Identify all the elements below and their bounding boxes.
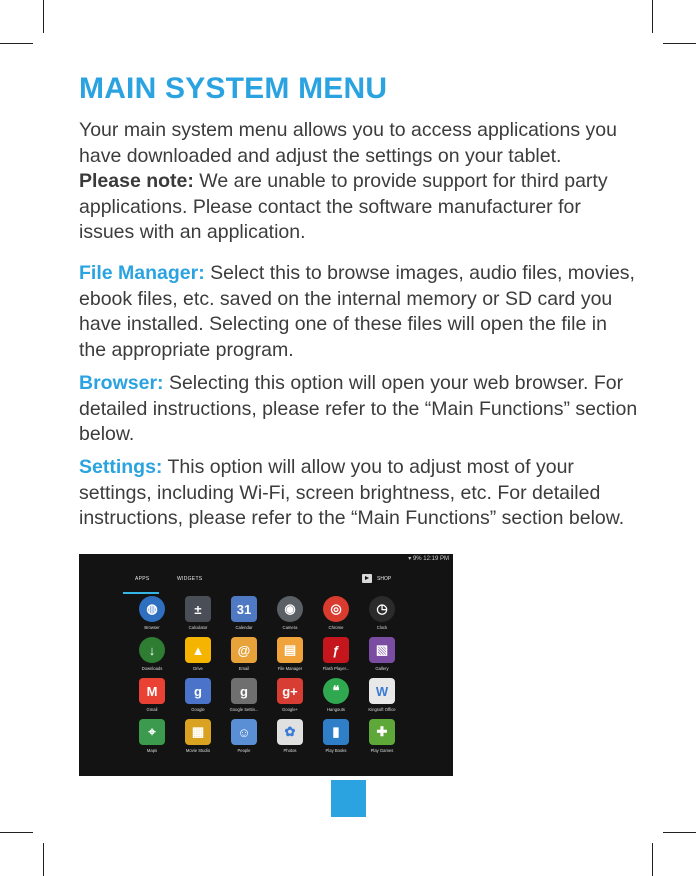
- chrome-icon: ◎: [323, 596, 349, 622]
- calendar-icon: 31: [231, 596, 257, 622]
- google-plus-icon: g+: [277, 678, 303, 704]
- app-label: Google+: [282, 707, 298, 712]
- app-maps[interactable]: [129, 719, 175, 753]
- app-play-books[interactable]: [313, 719, 359, 753]
- app-label: Kingsoft Office: [368, 707, 396, 712]
- gallery-icon: ▧: [369, 637, 395, 663]
- calculator-icon: ±: [185, 596, 211, 622]
- app-kingsoft-office[interactable]: [359, 678, 405, 712]
- app-label: Downloads: [141, 666, 163, 671]
- app-label: Flash Player...: [322, 666, 350, 671]
- app-browser[interactable]: [129, 596, 175, 630]
- maps-icon: ⌖: [139, 719, 165, 745]
- crop-mark: [663, 43, 696, 44]
- app-gallery[interactable]: [359, 637, 405, 671]
- app-label: Drive: [193, 666, 203, 671]
- app-google-settin[interactable]: [221, 678, 267, 712]
- app-label: Chrome: [328, 625, 344, 630]
- app-chrome[interactable]: [313, 596, 359, 630]
- photos-icon: ✿: [277, 719, 303, 745]
- app-calculator[interactable]: [175, 596, 221, 630]
- drive-icon: ▲: [185, 637, 211, 663]
- tab-indicator: [123, 592, 159, 594]
- app-label: Play Books: [325, 748, 347, 753]
- crop-mark: [652, 0, 653, 33]
- note-text: We are unable to provide support for third party applications. Please contact the software manufacturer for issues with an application.: [79, 170, 608, 243]
- app-label: Movie Studio: [185, 748, 211, 753]
- app-label: Gallery: [375, 666, 389, 671]
- flash-icon: ƒ: [323, 637, 349, 663]
- google-icon: g: [185, 678, 211, 704]
- app-label: Gmail: [146, 707, 158, 712]
- status-text: 9% 12:19 PM: [412, 556, 449, 562]
- file-manager-paragraph: [79, 261, 639, 363]
- app-label: Google Settin...: [229, 707, 259, 712]
- crop-mark: [43, 843, 44, 876]
- app-movie-studio[interactable]: [175, 719, 221, 753]
- browser-text: Selecting this option will open your web browser. For detailed instructions, please refer to the “Main Functions” section below.: [79, 372, 638, 445]
- app-google[interactable]: [267, 678, 313, 712]
- page-tab-marker: [331, 780, 366, 817]
- app-label: Calculator: [188, 625, 208, 630]
- intro-text: Your main system menu allows you to access applications you have downloaded and adjust the settings on your tablet.: [79, 119, 617, 167]
- app-hangouts[interactable]: [313, 678, 359, 712]
- tab-widgets[interactable]: WIDGETS: [177, 576, 203, 582]
- shop-label: SHOP: [377, 575, 392, 582]
- app-people[interactable]: [221, 719, 267, 753]
- play-store-icon: [362, 574, 372, 583]
- settings-text: This option will allow you to adjust most of your settings, including Wi-Fi, screen brightness, etc. For detailed instructions, please refer to the “Main Functions” section below.: [79, 456, 625, 529]
- wifi-icon: ▾: [408, 556, 412, 562]
- people-icon: ☺: [231, 719, 257, 745]
- app-label: Browser: [144, 625, 160, 630]
- google-settings-icon: g: [231, 678, 257, 704]
- globe-icon: ◍: [139, 596, 165, 622]
- app-camera[interactable]: [267, 596, 313, 630]
- app-label: Calendar: [235, 625, 253, 630]
- app-google[interactable]: [175, 678, 221, 712]
- app-label: Hangouts: [327, 707, 345, 712]
- app-label: Email: [238, 666, 250, 671]
- app-play-games[interactable]: [359, 719, 405, 753]
- shop-button[interactable]: [362, 574, 391, 583]
- app-downloads[interactable]: [129, 637, 175, 671]
- tablet-app-drawer-screenshot: [79, 554, 453, 776]
- app-label: People: [237, 748, 251, 753]
- app-label: Maps: [146, 748, 158, 753]
- crop-mark: [0, 832, 33, 833]
- intro-paragraph: [79, 118, 639, 246]
- app-calendar[interactable]: [221, 596, 267, 630]
- app-file-manager[interactable]: [267, 637, 313, 671]
- file-manager-text: Select this to browse images, audio files, movies, ebook files, etc. saved on the internal memory or SD card you have installed. Selecting one of these files will open the file in the appropriate program.: [79, 262, 635, 361]
- tab-apps[interactable]: APPS: [135, 576, 150, 582]
- crop-mark: [652, 843, 653, 876]
- app-label: Google: [191, 707, 205, 712]
- app-drive[interactable]: [175, 637, 221, 671]
- settings-label: Settings:: [79, 456, 163, 478]
- app-photos[interactable]: [267, 719, 313, 753]
- clock-icon: ◷: [369, 596, 395, 622]
- browser-label: Browser:: [79, 372, 164, 394]
- app-label: Camera: [282, 625, 298, 630]
- crop-mark: [43, 0, 44, 33]
- page-title: MAIN SYSTEM MENU: [79, 72, 388, 105]
- browser-paragraph: [79, 371, 639, 448]
- app-drawer-tab-bar: [79, 568, 453, 594]
- camera-icon: ◉: [277, 596, 303, 622]
- app-label: Clock: [376, 625, 388, 630]
- office-icon: W: [369, 678, 395, 704]
- app-gmail[interactable]: [129, 678, 175, 712]
- gmail-icon: M: [139, 678, 165, 704]
- settings-paragraph: [79, 455, 639, 532]
- app-flash-player[interactable]: [313, 637, 359, 671]
- clapper-icon: ▦: [185, 719, 211, 745]
- crop-mark: [0, 43, 33, 44]
- download-icon: ↓: [139, 637, 165, 663]
- email-icon: @: [231, 637, 257, 663]
- app-email[interactable]: [221, 637, 267, 671]
- app-label: Photos: [283, 748, 297, 753]
- file-manager-label: File Manager:: [79, 262, 205, 284]
- crop-mark: [663, 832, 696, 833]
- book-icon: ▮: [323, 719, 349, 745]
- folder-icon: ▤: [277, 637, 303, 663]
- gamepad-icon: ✚: [369, 719, 395, 745]
- hangouts-icon: ❝: [323, 678, 349, 704]
- app-label: Play Games: [370, 748, 394, 753]
- app-label: File Manager: [277, 666, 303, 671]
- app-clock[interactable]: [359, 596, 405, 630]
- note-label: Please note:: [79, 170, 194, 192]
- status-bar: [408, 554, 449, 564]
